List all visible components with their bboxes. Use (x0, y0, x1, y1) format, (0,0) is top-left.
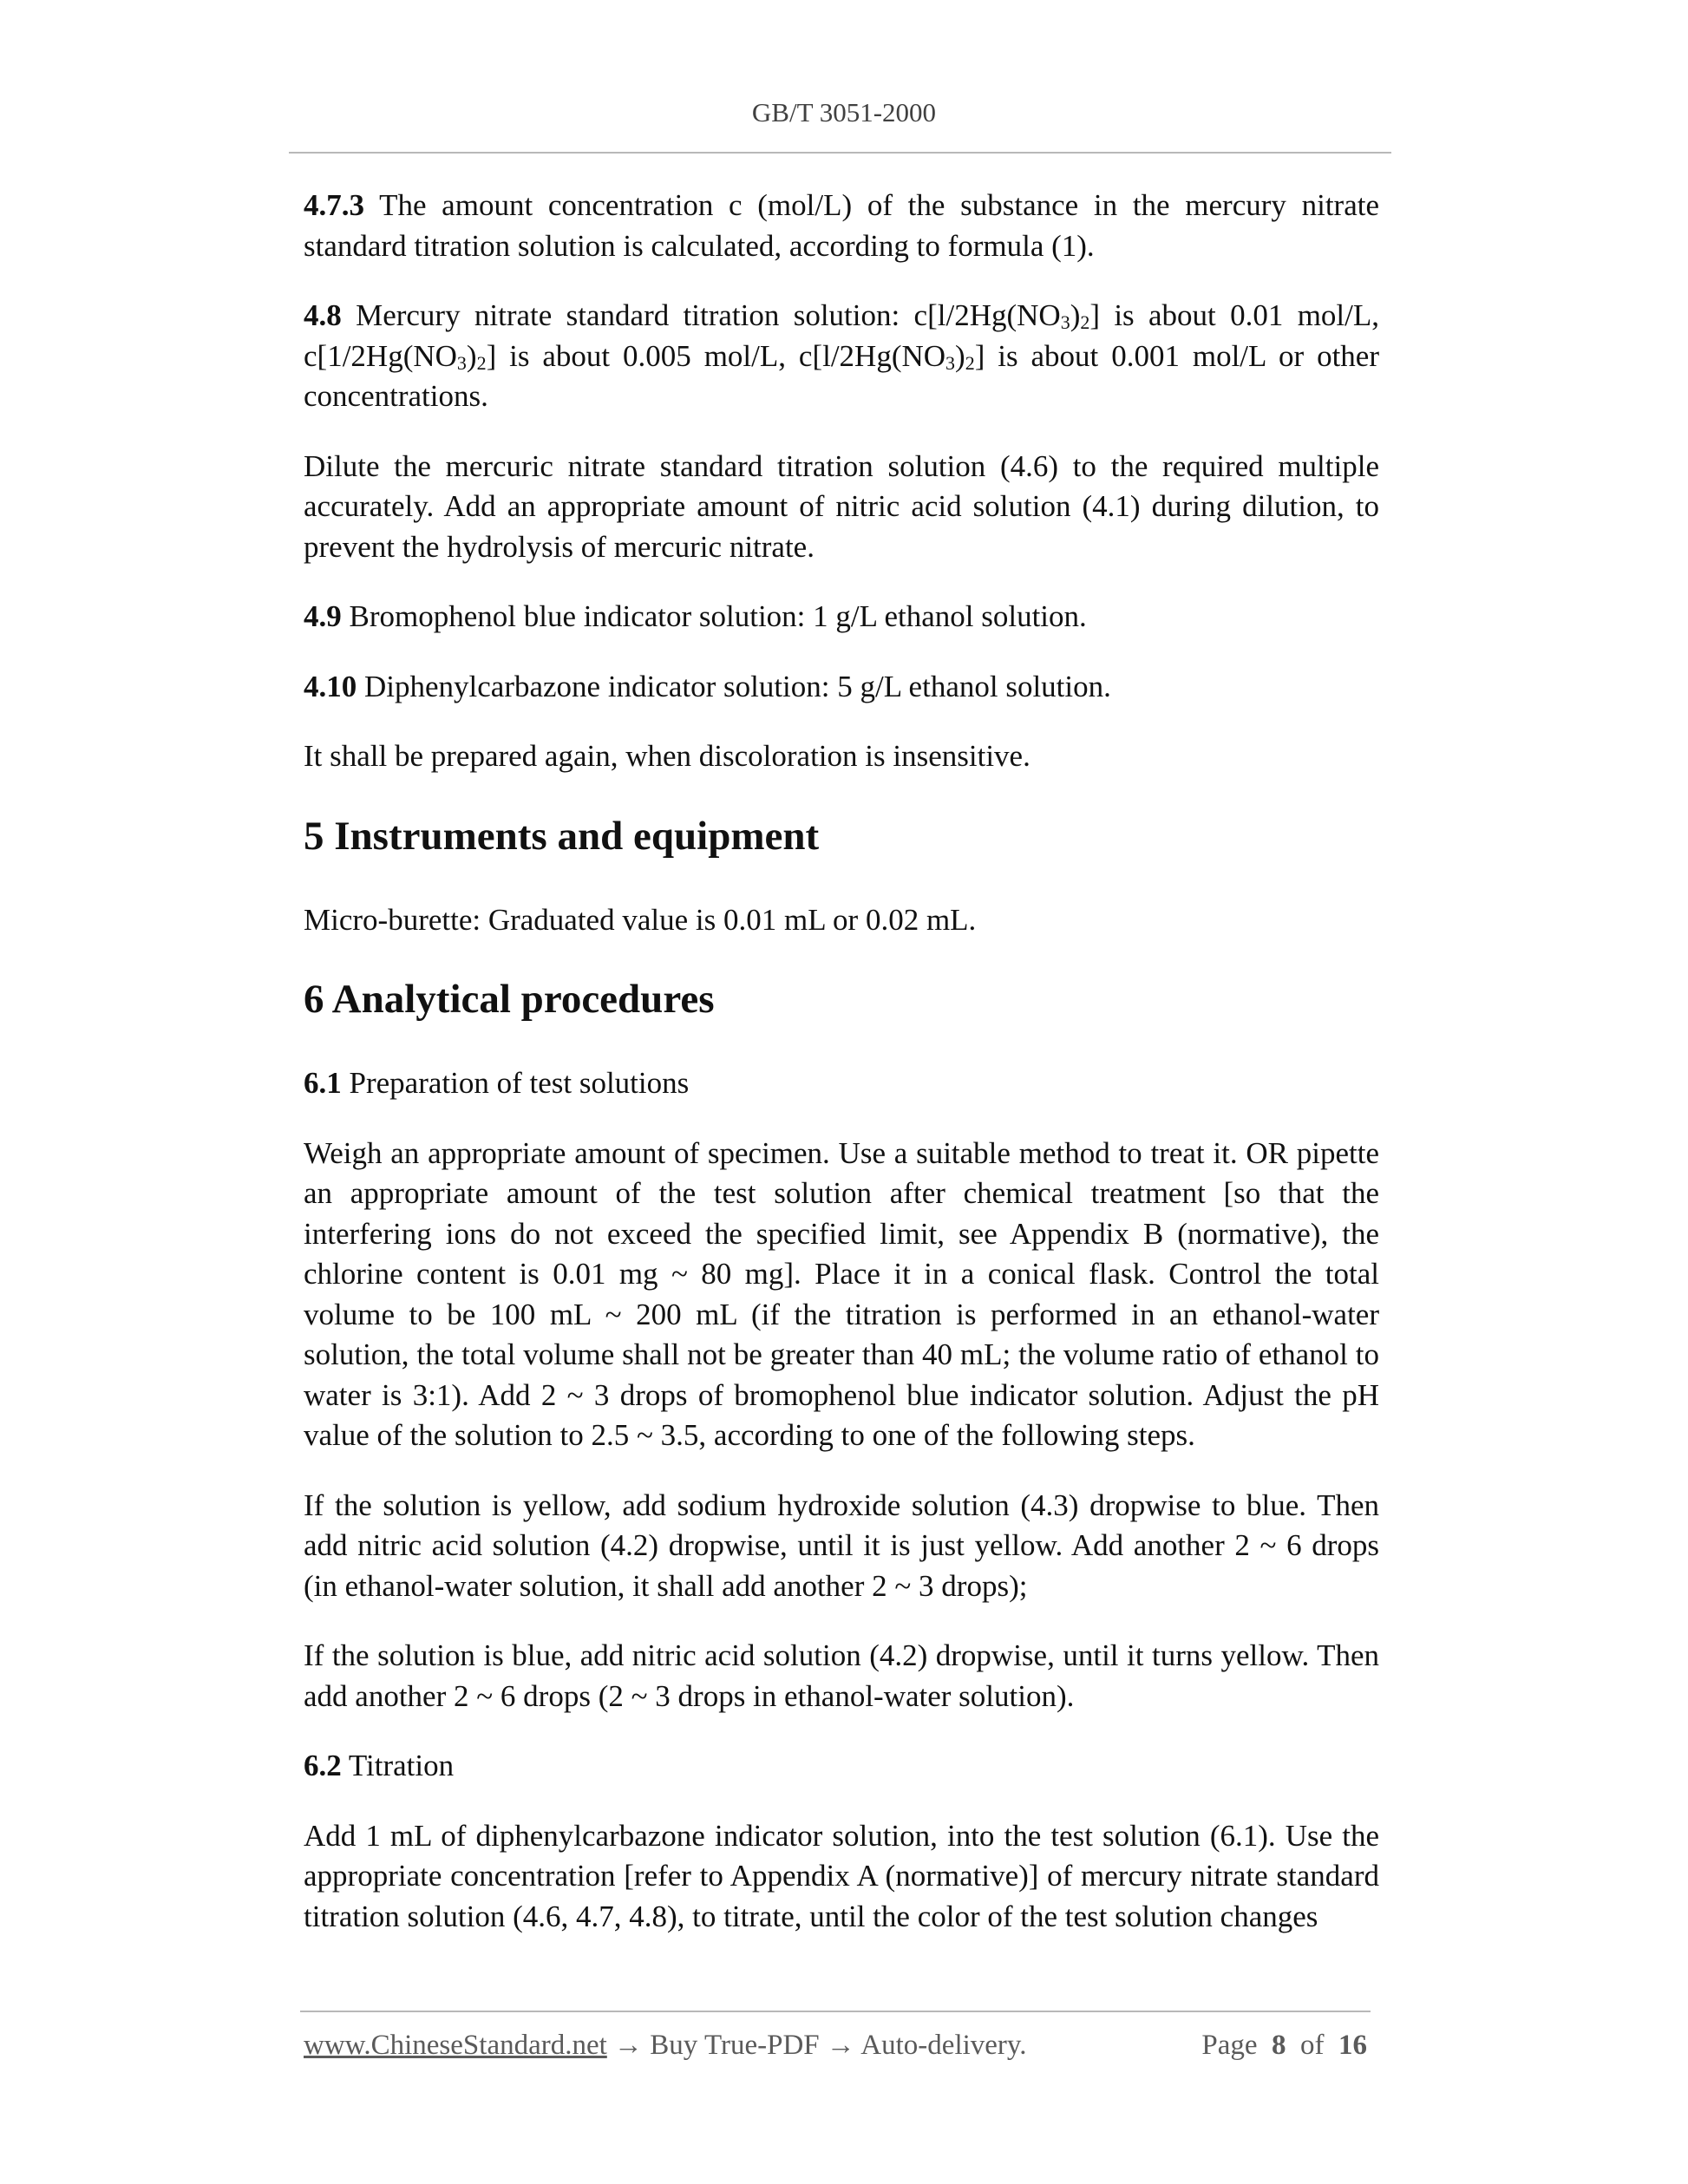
clause-number: 6.1 (304, 1066, 342, 1100)
titration-paragraph: Add 1 mL of diphenylcarbazone indicator solution, into the test solution (6.1). Use the appropriate concentration [refer to Appendix A (normative)] of mercury nitrate standard titration solution (4.6, 4.7, 4.8), to titrate, until the color of the test solution changes (304, 1818, 1379, 1933)
clause-6-1 (304, 1063, 1379, 1104)
clause-text: Diphenylcarbazone indicator solution: 5 g/L ethanol solution. (357, 669, 1111, 703)
clause-number: 4.8 (304, 298, 342, 332)
clause-4-9 (304, 597, 1379, 638)
page-number (1201, 2030, 1367, 2062)
clause-number: 4.9 (304, 599, 342, 633)
subscript: 2 (965, 351, 975, 374)
subscript: 2 (1080, 311, 1090, 333)
page-label: Page (1201, 2030, 1258, 2061)
clause-4-7-3 (304, 186, 1379, 266)
dilution-paragraph: Dilute the mercuric nitrate standard titration solution (4.6) to the required multiple accurately. Add an appropriate amount of nitric acid solution (4.1) during dilution, to prevent the hydrolysis of mercuric nitrate. (304, 448, 1379, 564)
clause-4-8 (304, 296, 1379, 417)
micro-burette-paragraph: Micro-burette: Graduated value is 0.01 mL or 0.02 mL. (304, 902, 977, 937)
document-body (304, 186, 1379, 1966)
clause-text: ) (955, 338, 965, 373)
subscript: 3 (456, 351, 467, 374)
footer-promo-text: → Buy True-PDF → Auto-delivery. (606, 2030, 1027, 2061)
footer-promo (304, 2030, 1027, 2062)
clause-text: ) (466, 338, 477, 373)
clause-4-10 (304, 667, 1379, 708)
clause-number: 6.2 (304, 1749, 342, 1782)
clause-text: Bromophenol blue indicator solution: 1 g/L ethanol solution. (341, 599, 1087, 633)
blue-solution-paragraph: If the solution is blue, add nitric acid solution (4.2) dropwise, until it turns yellow. Then add another 2 ~ 6 drops (2 ~ 3 drops in ethanol-water solution). (304, 1638, 1379, 1713)
section-5-heading: 5 Instruments and equipment (304, 813, 820, 859)
section-6-heading: 6 Analytical procedures (304, 977, 715, 1022)
preparation-note: It shall be prepared again, when discoloration is insensitive. (304, 739, 1030, 773)
subscript: 2 (476, 351, 487, 374)
clause-number: 4.7.3 (304, 188, 364, 222)
current-page: 8 (1272, 2030, 1286, 2061)
of-label: of (1300, 2030, 1325, 2061)
yellow-solution-paragraph: If the solution is yellow, add sodium hydroxide solution (4.3) dropwise to blue. Then add nitric acid solution (4.2) dropwise, until it is just yellow. Add another 2 ~ 6 drops (in ethanol-water solution, it shall add another 2 ~ 3 drops); (304, 1488, 1379, 1603)
header-divider (289, 152, 1391, 154)
clause-6-2 (304, 1746, 1379, 1787)
clause-text: ) (1070, 298, 1081, 332)
page-header: GB/T 3051-2000 (751, 97, 937, 128)
clause-text: The amount concentration c (mol/L) of the substance in the mercury nitrate standard titration solution is calculated, according to formula (1). (304, 188, 1379, 263)
clause-title: Preparation of test solutions (341, 1066, 690, 1100)
clause-number: 4.10 (304, 669, 357, 703)
test-solution-paragraph: Weigh an appropriate amount of specimen. Use a suitable method to treat it. OR pipette an appropriate amount of the test solution after chemical treatment [so that the interfering ions do not exceed the specified limit, see Appendix B (normative), the chlorine content is 0.01 mg ~ 80 mg]. Place it in a conical flask. Control the total volume to be 100 mL ~ 200 mL (if the titration is performed in an ethanol-water solution, the total volume shall not be greater than 40 mL; the volume ratio of ethanol to water is 3:1). Add 2 ~ 3 drops of bromophenol blue indicator solution. Adjust the pH value of the solution to 2.5 ~ 3.5, according to one of the following steps. (304, 1135, 1379, 1452)
footer-divider (300, 2011, 1371, 2012)
clause-text: Mercury nitrate standard titration solution: c[l/2Hg(NO (341, 298, 1061, 332)
subscript: 3 (945, 351, 956, 374)
total-pages: 16 (1338, 2030, 1367, 2061)
clause-title: Titration (341, 1749, 455, 1782)
subscript: 3 (1060, 311, 1070, 333)
chinesestandard-link[interactable]: www.ChineseStandard.net (304, 2030, 607, 2061)
clause-text: ] is about 0.001 mol/L or other concentrations. (304, 338, 1379, 413)
clause-text: ] is about 0.005 mol/L, c[l/2Hg(NO (486, 338, 946, 373)
clause-text: ] is about 0.01 mol/L, c[1/2Hg(NO (304, 298, 1379, 373)
